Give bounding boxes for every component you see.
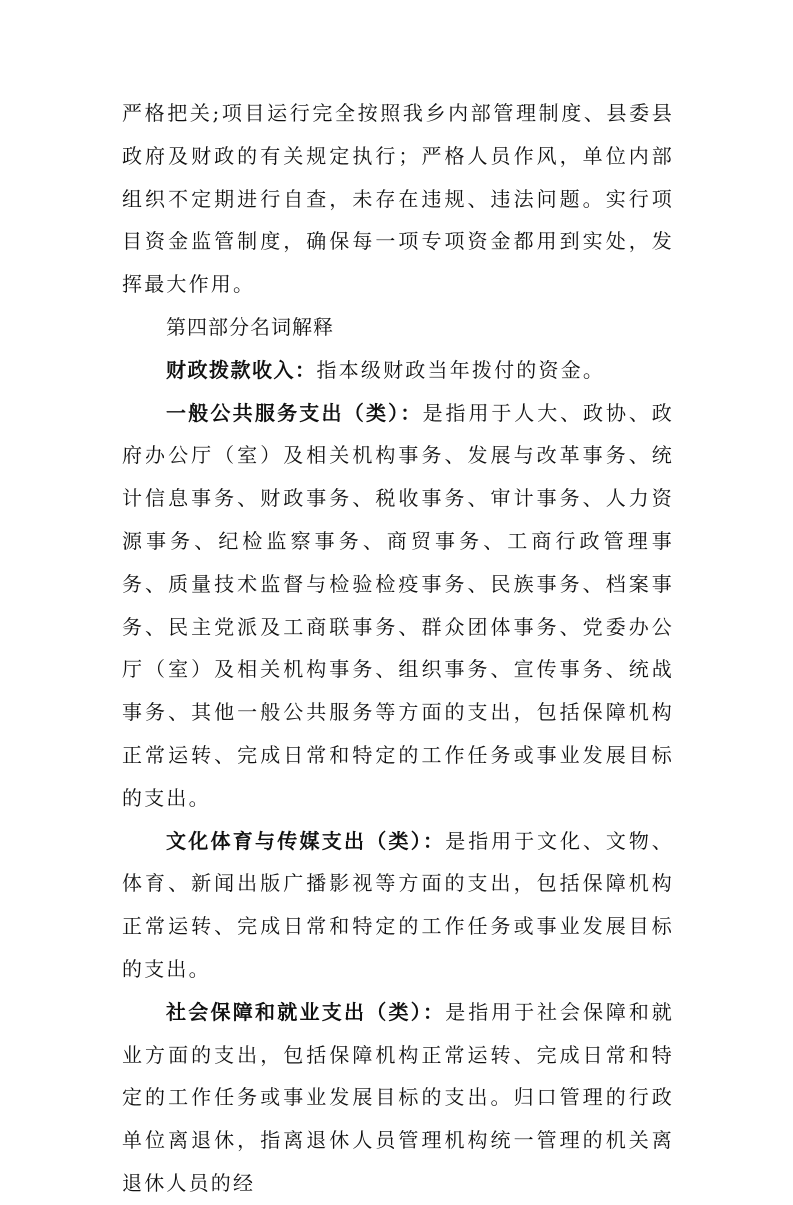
definition-culture-sports-media (122, 820, 674, 991)
document-body (122, 92, 674, 1205)
term-label: 社会保障和就业支出（类）： (166, 999, 446, 1024)
term-definition: 是指用于人大、政协、政府办公厅（室）及相关机构事务、发展与改革事务、统计信息事务、财政事务、税收事务、审计事务、人力资源事务、纪检监察事务、商贸事务、工商行政管理事务、质量技术监督与检验检疫事务、民族事务、档案事务、民主党派及工商联事务、群众团体事务、党委办公厅（室）及相关机构事务、组织事务、宣传事务、统战事务、其他一般公共服务等方面的支出，包括保障机构正常运转、完成日常和特定的工作任务或事业发展目标的支出。 (122, 400, 675, 810)
term-label: 文化体育与传媒支出（类）： (166, 828, 446, 853)
term-definition: 是指用于社会保障和就业方面的支出，包括保障机构正常运转、完成日常和特定的工作任务或事业发展目标的支出。归口管理的行政单位离退休，指离退休人员管理机构统一管理的机关离退休人员的经 (122, 999, 674, 1195)
term-label: 财政拨款收入： (166, 357, 317, 382)
term-definition: 是指用于文化、文物、体育、新闻出版广播影视等方面的支出，包括保障机构正常运转、完成日常和特定的工作任务或事业发展目标的支出。 (122, 828, 674, 981)
definition-social-security-employment (122, 991, 674, 1205)
term-definition: 指本级财政当年拨付的资金。 (316, 357, 606, 382)
section-heading: 第四部分名词解释 (166, 314, 334, 339)
definition-fiscal-appropriation-income (122, 349, 674, 392)
paragraph-project-management: 严格把关;项目运行完全按照我乡内部管理制度、县委县政府及财政的有关规定执行；严格人员作风，单位内部组织不定期进行自查，未存在违规、违法问题。实行项目资金监管制度，确保每一项专项资金都用到实处，发挥最大作用。 (122, 101, 674, 297)
term-label: 一般公共服务支出（类）： (166, 400, 423, 425)
definition-general-public-services (122, 392, 674, 820)
